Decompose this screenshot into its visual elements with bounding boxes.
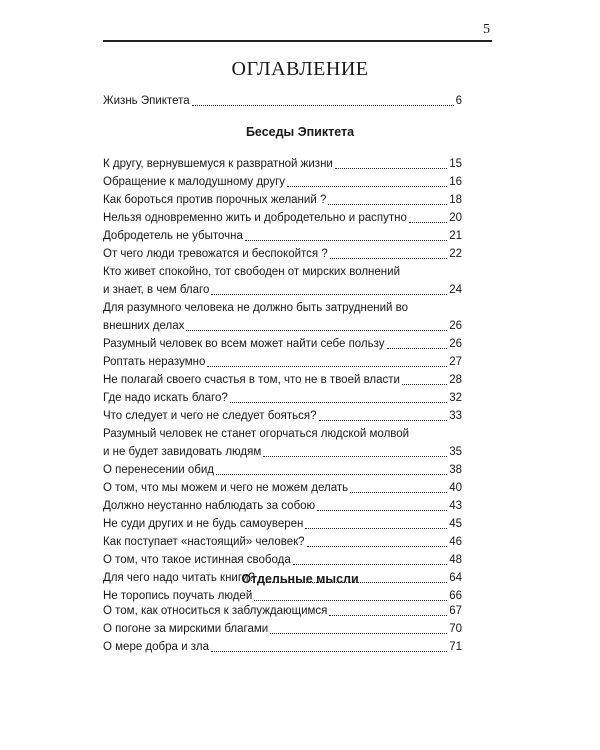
toc-entry [103, 335, 462, 353]
page-title: ОГЛАВЛЕНИЕ [231, 58, 369, 80]
dot-leader [186, 330, 447, 331]
toc-entry-title: и не будет завидовать людям [103, 446, 262, 458]
toc-entry [103, 209, 462, 227]
toc-entry-page: 64 [449, 572, 462, 584]
toc-entry [103, 638, 462, 656]
toc-entry-page: 40 [449, 482, 462, 494]
toc-entry-page: 26 [449, 320, 462, 332]
toc-entry [103, 389, 462, 407]
section-heading-besedy: Беседы Эпиктета [245, 125, 355, 139]
toc-entry-page: 6 [455, 95, 462, 107]
toc-entry-title: и знает, в чем благо [103, 284, 210, 296]
toc-entry [103, 245, 462, 263]
toc-entry-title: О погоне за мирскими благами [103, 623, 269, 635]
toc-entry [103, 515, 462, 533]
toc-entry-title: Обращение к малодушному другу [103, 176, 286, 188]
toc-entry-page: 38 [449, 464, 462, 476]
toc-entry-page: 46 [449, 536, 462, 548]
toc-entry-title: Где надо искать благо? [103, 392, 228, 404]
toc-entry-page: 18 [449, 194, 462, 206]
toc-entry-page: 27 [449, 356, 462, 368]
toc-entry [103, 227, 462, 245]
toc-entry-page: 26 [449, 338, 462, 350]
toc-entry-page: 70 [449, 623, 462, 635]
dot-leader [230, 402, 447, 403]
toc-intro [103, 92, 462, 110]
toc-entry [103, 551, 462, 569]
toc-entry [103, 353, 462, 371]
toc-entry-page: 28 [449, 374, 462, 386]
toc-entry [103, 479, 462, 497]
toc-entry-title: О том, что мы можем и чего не можем делать [103, 482, 349, 494]
dot-leader [192, 105, 454, 106]
toc-entry [103, 407, 462, 425]
toc-entry-title: Не суди других и не будь самоуверен [103, 518, 304, 530]
toc-entry [103, 497, 462, 515]
toc-entry [103, 371, 462, 389]
dot-leader [328, 204, 447, 205]
dot-leader [254, 600, 447, 601]
toc-entry-title: Разумный человек во всем может найти себе пользу [103, 338, 385, 350]
toc-entry-title: Жизнь Эпиктета [103, 95, 190, 107]
dot-leader [387, 348, 448, 349]
dot-leader [402, 384, 447, 385]
toc-entry-title-line: Разумный человек не станет огорчаться людской молвой [103, 428, 410, 440]
dot-leader [245, 240, 447, 241]
toc-entry [103, 425, 462, 461]
toc-entry-page: 32 [449, 392, 462, 404]
header-rule [103, 40, 492, 42]
toc-entry [103, 461, 462, 479]
toc-entry-title: О том, как относиться к заблуждающимся [103, 605, 328, 617]
toc-entry [103, 602, 462, 620]
toc-entry [103, 263, 462, 299]
toc-entry-title: О том, что такое истинная свобода [103, 554, 291, 566]
toc-entry-page: 21 [449, 230, 462, 242]
toc-entry-page: 24 [449, 284, 462, 296]
dot-leader [307, 546, 448, 547]
dot-leader [263, 456, 447, 457]
dot-leader [319, 420, 448, 421]
toc-entry-title: Роптать неразумно [103, 356, 206, 368]
page-number: 5 [483, 22, 490, 37]
section-heading-mysli: Отдельные мысли [241, 572, 359, 586]
toc-entry-title: Не полагай своего счастья в том, что не в твоей власти [103, 374, 400, 386]
toc-entry [103, 92, 462, 110]
dot-leader [216, 474, 447, 475]
dot-leader [329, 615, 447, 616]
toc-entry-page: 66 [449, 590, 462, 602]
toc-entry [103, 155, 462, 173]
toc-entry-title: внешних делах [103, 320, 185, 332]
dot-leader [287, 186, 447, 187]
toc-entry [103, 533, 462, 551]
toc-entry-title: Добродетель не убыточна [103, 230, 243, 242]
toc-entry-page: 20 [449, 212, 462, 224]
toc-entry-page: 67 [449, 605, 462, 617]
toc-entry-title-line: Для разумного человека не должно быть затруднений во [103, 302, 409, 314]
dot-leader [211, 651, 447, 652]
toc-entry [103, 191, 462, 209]
toc-section-besedy [103, 155, 462, 605]
dot-leader [350, 492, 447, 493]
dot-leader [270, 633, 447, 634]
toc-entry-title: О перенесении обид [103, 464, 214, 476]
toc-entry-page: 71 [449, 641, 462, 653]
toc-entry-page: 16 [449, 176, 462, 188]
toc-entry-page: 22 [449, 248, 462, 260]
toc-entry-title: От чего люди тревожатся и беспокойтся ? [103, 248, 328, 260]
toc-entry-page: 45 [449, 518, 462, 530]
toc-entry-title: Как поступает «настоящий» человек? [103, 536, 305, 548]
toc-entry-title: Не торопись поучать людей [103, 590, 253, 602]
toc-entry-title: Нельзя одновременно жить и добродетельно и распутно [103, 212, 407, 224]
toc-entry-title: Должно неустанно наблюдать за собою [103, 500, 316, 512]
toc-entry-title: О мере добра и зла [103, 641, 209, 653]
toc-entry [103, 620, 462, 638]
dot-leader [305, 528, 447, 529]
toc-entry-title: Как бороться против порочных желаний ? [103, 194, 327, 206]
toc-entry-title: Что следует и чего не следует бояться? [103, 410, 317, 422]
toc-entry-page: 48 [449, 554, 462, 566]
toc-section-mysli [103, 602, 462, 656]
toc-entry-title: Для чего надо читать книги? [103, 572, 255, 584]
toc-entry-title: К другу, вернувшемуся к развратной жизни [103, 158, 333, 170]
dot-leader [317, 510, 447, 511]
toc-entry [103, 173, 462, 191]
dot-leader [293, 564, 447, 565]
dot-leader [211, 294, 447, 295]
dot-leader [207, 366, 447, 367]
dot-leader [335, 168, 447, 169]
toc-entry-page: 33 [449, 410, 462, 422]
dot-leader [330, 258, 447, 259]
dot-leader [409, 222, 447, 223]
toc-entry-page: 35 [449, 446, 462, 458]
toc-entry-page: 15 [449, 158, 462, 170]
toc-entry-title-line: Кто живет спокойно, тот свободен от мирских волнений [103, 266, 401, 278]
toc-entry [103, 299, 462, 335]
toc-entry-page: 43 [449, 500, 462, 512]
